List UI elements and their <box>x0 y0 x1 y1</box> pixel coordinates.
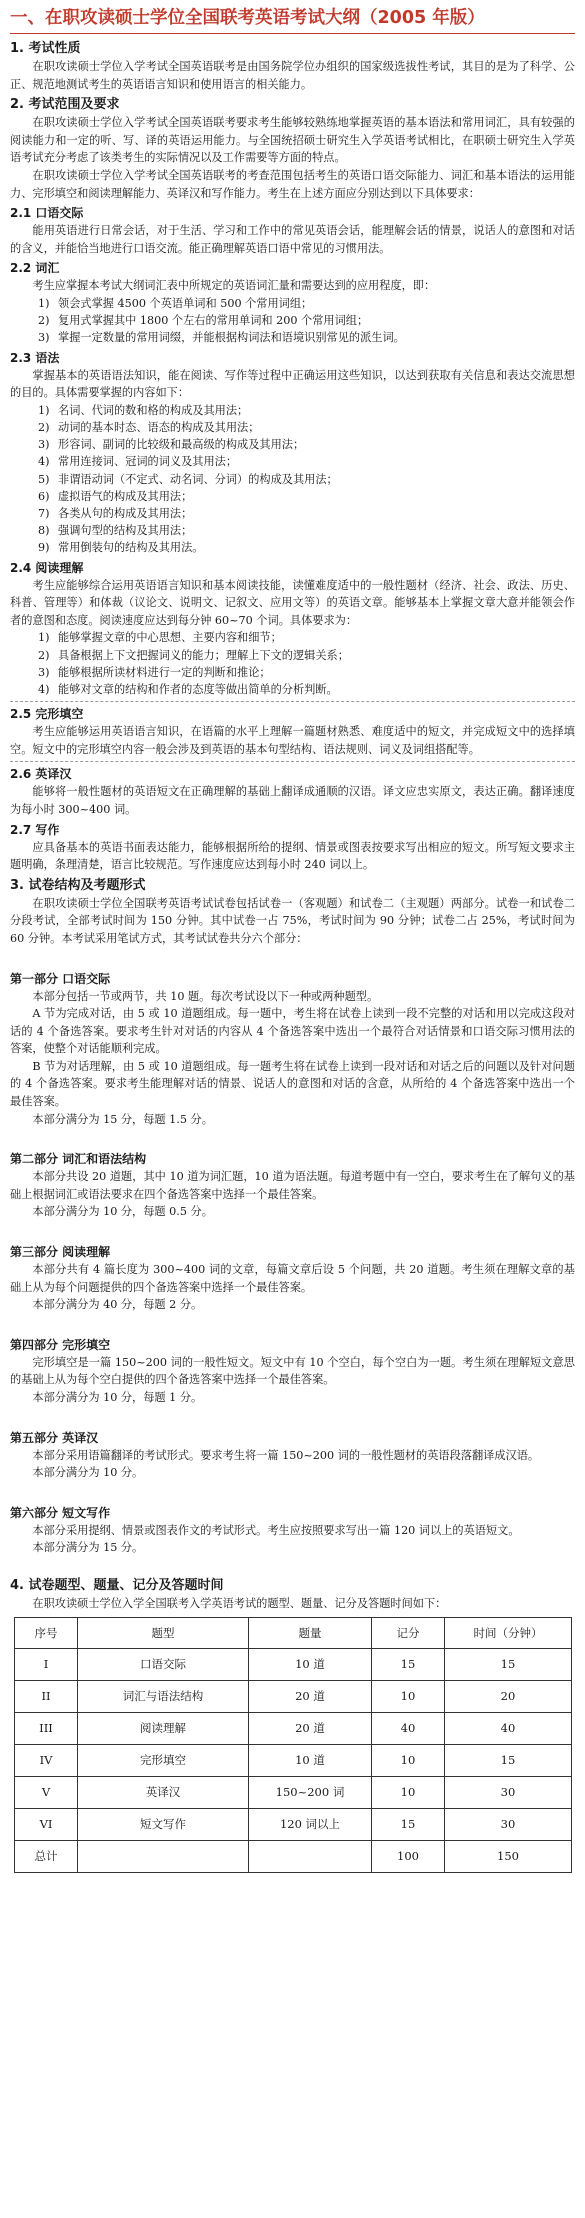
table-row <box>15 1648 572 1680</box>
paragraph: 本部分满分为 15 分，每题 1.5 分。 <box>32 1112 213 1126</box>
table-cell <box>249 1840 372 1872</box>
table-row <box>15 1808 572 1840</box>
list-number: 4) <box>38 455 50 469</box>
list-number: 1) <box>38 296 50 310</box>
table-header-row <box>15 1617 572 1648</box>
table-row <box>15 1744 572 1776</box>
subsection-heading: 2.1 口语交际 <box>10 206 84 221</box>
list-number: 8) <box>38 524 50 538</box>
table-cell: 40 <box>372 1712 445 1744</box>
list-text: 名词、代词的数和格的构成及其用法； <box>58 403 249 417</box>
list-number: 3) <box>38 331 50 345</box>
list-text: 各类从句的构成及其用法； <box>58 506 193 520</box>
list-item <box>10 295 575 312</box>
subsection-heading: 2.7 写作 <box>10 822 60 837</box>
list-number: 9) <box>38 541 50 555</box>
list-item <box>10 664 575 681</box>
list-item <box>10 647 575 664</box>
list-text: 非谓语动词（不定式、动名词、分词）的构成及其用法； <box>58 472 338 486</box>
paragraph: 完形填空是一篇 150~200 词的一般性短文。短文中有 10 个空白，每个空白为一题。考生须在理解短文意思的基础上从为每个空白提供的四个备选答案中选择一个最佳答案。 <box>10 1355 575 1387</box>
table-cell: 10 道 <box>249 1648 372 1680</box>
paragraph: B 节为对话理解，由 5 或 10 道题组成。每一题考生将在试卷上读到一段对话和对话之后的问题以及针对问题的 4 个备选答案。要求考生能理解对话的情景、说话人的意图和对话的含意，从所给的 4 个备选答案中选出一个最佳答案。 <box>10 1059 575 1109</box>
table-cell: 40 <box>445 1712 572 1744</box>
part-heading: 第四部分 完形填空 <box>10 1337 111 1352</box>
section-heading: 1. 考试性质 <box>10 41 81 56</box>
list-item <box>10 629 575 646</box>
table-cell: IV <box>15 1744 78 1776</box>
part-heading: 第六部分 短文写作 <box>10 1505 111 1520</box>
paragraph: 本部分满分为 10 分，每题 0.5 分。 <box>32 1205 213 1219</box>
paragraph: 能用英语进行日常会话，对于生活、学习和工作中的常见英语会话，能理解会话的情景，说话人的意图和对话的含义，并能恰当地进行口语交流。能正确理解英语口语中常见的习惯用法。 <box>10 224 575 255</box>
list-item <box>10 522 575 539</box>
table-cell: 20 道 <box>249 1712 372 1744</box>
paragraph: 本部分采用语篇翻译的考试形式。要求考生将一篇 150~200 词的一般性题材的英语段落翻译成汉语。 <box>32 1448 540 1462</box>
list-text: 强调句型的结构及其用法； <box>58 524 193 538</box>
table-cell: III <box>15 1712 78 1744</box>
paragraph: 应具备基本的英语书面表达能力，能够根据所给的提纲、情景或图表按要求写出相应的短文。所写短文要求主题明确，条理清楚，语言比较规范。写作速度应达到每小时 240 词以上。 <box>10 840 575 872</box>
page-title: 一、在职攻读硕士学位全国联考英语考试大纲（2005 年版） <box>10 6 575 34</box>
list-number: 2) <box>38 314 50 328</box>
subsection-heading: 2.4 阅读理解 <box>10 560 84 575</box>
table-cell: 口语交际 <box>78 1648 249 1680</box>
table-cell: 30 <box>445 1776 572 1808</box>
paragraph: 本部分共有 4 篇长度为 300~400 词的文章，每篇文章后设 5 个问题，共 20 道题。考生须在理解文章的基础上从为每个问题提供的四个备选答案中选择一个最佳答案。 <box>10 1263 575 1294</box>
list-number: 5) <box>38 472 50 486</box>
table-cell: 100 <box>372 1840 445 1872</box>
table-cell: 英译汉 <box>78 1776 249 1808</box>
paragraph: 本部分包括一节或两节，共 10 题。每次考试设以下一种或两种题型。 <box>32 989 379 1003</box>
list-item <box>10 471 575 488</box>
table-cell: 15 <box>445 1648 572 1680</box>
list-number: 4) <box>38 682 50 696</box>
part-heading: 第二部分 词汇和语法结构 <box>10 1152 147 1167</box>
table-header-cell: 题型 <box>78 1617 249 1648</box>
table-cell: V <box>15 1776 78 1808</box>
paragraph: 本部分满分为 40 分，每题 2 分。 <box>32 1298 203 1312</box>
list-text: 掌握一定数量的常用词缀，并能根据构词法和语境识别常见的派生词。 <box>58 331 405 345</box>
paragraph: 在职攻读硕士学位入学考试全国英语联考是由国务院学位办组织的国家级选拔性考试，其目的是为了科学、公正、规范地测试考生的英语语言知识和使用语言的相关能力。 <box>10 60 575 91</box>
table-cell: 10 <box>372 1680 445 1712</box>
table-cell: II <box>15 1680 78 1712</box>
table-header-cell: 时间（分钟） <box>445 1617 572 1648</box>
list-item <box>10 681 575 698</box>
table-cell: 10 <box>372 1744 445 1776</box>
list-number: 3) <box>38 438 50 452</box>
list-item <box>10 453 575 470</box>
table-cell: 150 <box>445 1840 572 1872</box>
table-cell: 词汇与语法结构 <box>78 1680 249 1712</box>
table-cell: 120 词以上 <box>249 1808 372 1840</box>
paragraph: 本部分共设 20 道题，其中 10 道为词汇题，10 道为语法题。每道考题中有一空白，要求考生在了解句义的基础上根据词汇或语法要求在四个备选答案中选择一个最佳答案。 <box>10 1170 575 1201</box>
table-header-cell: 题量 <box>249 1617 372 1648</box>
dashed-divider <box>10 761 575 762</box>
paragraph: 本部分满分为 10 分。 <box>32 1466 144 1480</box>
table-cell: 30 <box>445 1808 572 1840</box>
list-text: 常用连接词、冠词的词义及其用法； <box>58 455 238 469</box>
exam-structure-table <box>14 1617 572 1873</box>
paragraph: 本部分满分为 15 分。 <box>32 1541 144 1555</box>
subsection-heading: 2.5 完形填空 <box>10 707 84 722</box>
list-item <box>10 402 575 419</box>
list-text: 常用倒装句的结构及其用法。 <box>58 541 204 555</box>
list-text: 领会式掌握 4500 个英语单词和 500 个常用词组； <box>58 296 313 310</box>
table-cell: 15 <box>445 1744 572 1776</box>
list-number: 2) <box>38 648 50 662</box>
list-item <box>10 505 575 522</box>
list-text: 具备根据上下文把握词义的能力；理解上下文的逻辑关系； <box>58 648 349 662</box>
list-item <box>10 419 575 436</box>
table-cell: 15 <box>372 1648 445 1680</box>
list-text: 动词的基本时态、语态的构成及其用法； <box>58 420 260 434</box>
section-heading: 4. 试卷题型、题量、记分及答题时间 <box>10 1577 224 1593</box>
section-heading: 2. 考试范围及要求 <box>10 97 120 113</box>
paragraph: 在职攻读硕士学位入学考试全国英语联考要求考生能够较熟练地掌握英语的基本语法和常用词汇，具有较强的阅读能力和一定的听、写、译的英语运用能力。与全国统招硕士研究生入学英语考试相比，在职硕士研究生入学英语考试充分考虑了该类考生的实际情况以及工作需要等方面的特点。 <box>10 116 575 165</box>
list-item <box>10 329 575 346</box>
table-cell: 完形填空 <box>78 1744 249 1776</box>
table-row <box>15 1680 572 1712</box>
subsection-heading: 2.3 语法 <box>10 350 60 365</box>
table-cell: 15 <box>372 1808 445 1840</box>
part-heading: 第一部分 口语交际 <box>10 971 111 986</box>
list-text: 能够根据所读材料进行一定的判断和推论； <box>58 665 271 679</box>
table-header-cell: 记分 <box>372 1617 445 1648</box>
paragraph: 考生应能够综合运用英语语言知识和基本阅读技能，读懂难度适中的一般性题材（经济、社会、政法、历史、科普、管理等）和体裁（议论文、说明文、记叙文、应用文等）的英语文章。能够基本上掌握文章大意并能领会作者的意图和态度。阅读速度应达到每分钟 60~70 个词。具体要求为： <box>10 578 575 627</box>
table-cell: I <box>15 1648 78 1680</box>
paragraph: 掌握基本的英语语法知识，能在阅读、写作等过程中正确运用这些知识，以达到获取有关信息和表达交流思想的目的。具体需要掌握的内容如下： <box>10 368 575 400</box>
table-cell: 20 道 <box>249 1680 372 1712</box>
list-item <box>10 312 575 329</box>
table-cell: 10 <box>372 1776 445 1808</box>
paragraph: 本部分满分为 10 分，每题 1 分。 <box>32 1391 203 1404</box>
table-row <box>15 1776 572 1808</box>
list-number: 1) <box>38 631 50 645</box>
part-heading: 第五部分 英译汉 <box>10 1430 99 1445</box>
paragraph: 在职攻读硕士学位入学全国联考入学英语考试的题型、题量、记分及答题时间如下： <box>32 1596 447 1610</box>
paragraph: 在职攻读硕士学位全国联考英语考试试卷包括试卷一（客观题）和试卷二（主观题）两部分。试卷一和试卷二分段考试，全部考试时间为 150 分钟。其中试卷一占 75%，考试时间为 90 分钟；试卷二占 25%，考试时间为 60 分钟。本考试采用笔试方式，其考试试卷共分六个部分： <box>10 896 575 945</box>
list-item <box>10 539 575 556</box>
paragraph: 能够将一般性题材的英语短文在正确理解的基础上翻译成通顺的汉语。译文应忠实原文，表达正确。翻译速度为每小时 300~400 词。 <box>10 785 575 816</box>
table-total-row <box>15 1840 572 1872</box>
table-cell: 短文写作 <box>78 1808 249 1840</box>
table-cell: 阅读理解 <box>78 1712 249 1744</box>
part-heading: 第三部分 阅读理解 <box>10 1245 111 1260</box>
table-cell: 150~200 词 <box>249 1776 372 1808</box>
table-cell <box>78 1840 249 1872</box>
table-cell: 10 道 <box>249 1744 372 1776</box>
paragraph: 考生应掌握本考试大纲词汇表中所规定的英语词汇量和需要达到的应用程度，即： <box>32 279 436 293</box>
subsection-heading: 2.2 词汇 <box>10 261 60 276</box>
list-item <box>10 488 575 505</box>
table-header-cell: 序号 <box>15 1617 78 1648</box>
list-number: 7) <box>38 506 50 520</box>
paragraph: A 节为完成对话，由 5 或 10 道题组成。每一题中，考生将在试卷上读到一段不完整的对话和用以完成这段对话的 4 个备选答案。要求考生针对对话的内容从 4 个备选答案中选出一个最符合对话情景和口语交际习惯用法的答案，使整个对话能顺利完成。 <box>10 1007 575 1056</box>
paragraph: 考生应能够运用英语语言知识，在语篇的水平上理解一篇题材熟悉、难度适中的短文，并完成短文中的选择填空。短文中的完形填空内容一般会涉及到英语的基本句型结构、语法规则、词义及词组搭配等。 <box>10 725 575 756</box>
list-text: 能够掌握文章的中心思想、主要内容和细节； <box>58 631 282 645</box>
list-number: 2) <box>38 420 50 434</box>
paragraph: 本部分采用提纲、情景或图表作文的考试形式。考生应按照要求写出一篇 120 词以上的英语短文。 <box>32 1523 520 1537</box>
list-text: 虚拟语气的构成及其用法； <box>58 489 193 503</box>
section-heading: 3. 试卷结构及考题形式 <box>10 877 146 893</box>
table-row <box>15 1712 572 1744</box>
list-text: 能够对文章的结构和作者的态度等做出简单的分析判断。 <box>58 682 338 696</box>
list-item <box>10 436 575 453</box>
list-text: 复用式掌握其中 1800 个左右的常用单词和 200 个常用词组； <box>58 314 369 328</box>
table-cell: 总计 <box>15 1840 78 1872</box>
table-cell: VI <box>15 1808 78 1840</box>
list-number: 6) <box>38 489 50 503</box>
dashed-divider <box>10 701 575 702</box>
list-number: 3) <box>38 665 50 679</box>
subsection-heading: 2.6 英译汉 <box>10 767 72 782</box>
paragraph: 在职攻读硕士学位入学考试全国英语联考的考查范围包括考生的英语口语交际能力、词汇和基本语法的运用能力、完形填空和阅读理解能力、英译汉和写作能力。考生在上述方面应分别达到以下具体要求： <box>10 168 575 200</box>
list-text: 形容词、副词的比较级和最高级的构成及其用法； <box>58 438 305 452</box>
list-number: 1) <box>38 403 50 417</box>
table-cell: 20 <box>445 1680 572 1712</box>
